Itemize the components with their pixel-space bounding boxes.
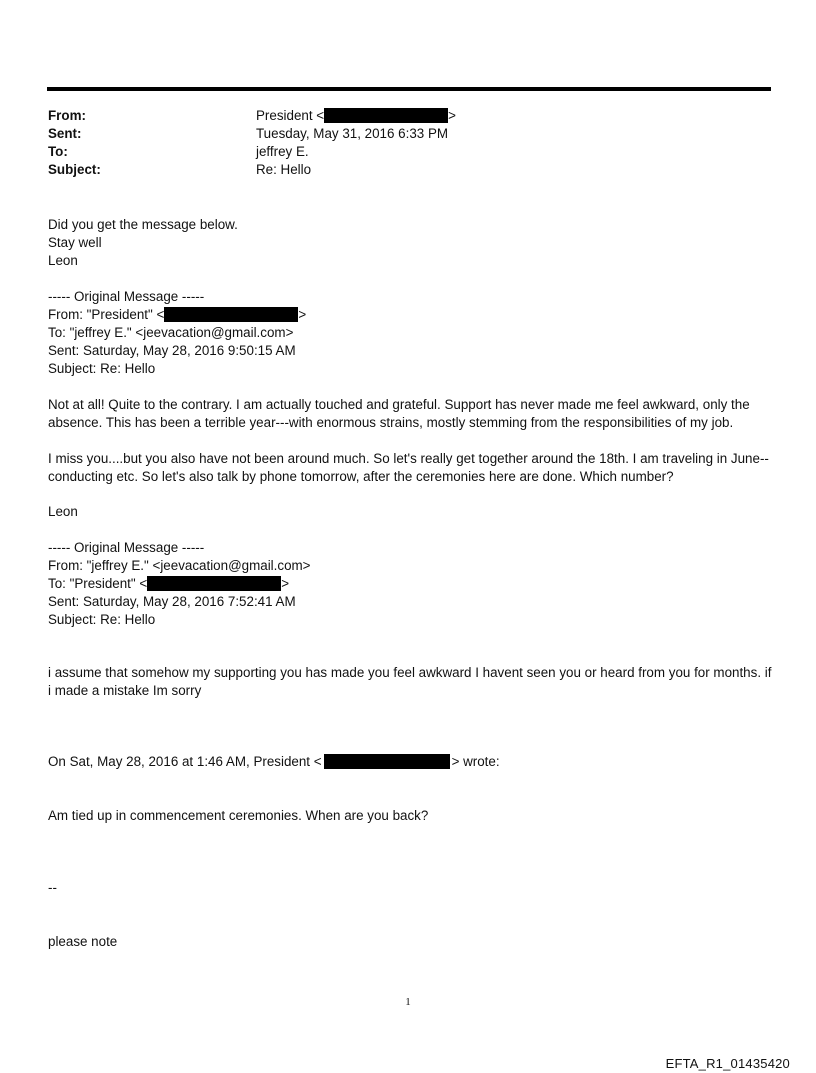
orig1-signoff: Leon xyxy=(48,504,78,519)
orig2-to-suffix: > xyxy=(281,576,290,591)
redaction-box xyxy=(324,108,448,123)
orig1-from-text: From: "President" < xyxy=(48,307,165,322)
quoted-message: Am tied up in commencement ceremonies. When are you back? xyxy=(48,808,429,823)
header-sent-row xyxy=(48,125,768,143)
quoted-wrote-text: On Sat, May 28, 2016 at 1:46 AM, President < xyxy=(48,754,322,769)
from-value-suffix: > xyxy=(448,108,456,123)
original-message-1-header xyxy=(48,288,770,378)
header-divider-rule xyxy=(47,87,771,91)
orig1-to: To: "jeffrey E." <jeevacation@gmail.com> xyxy=(48,325,294,340)
quoted-attribution xyxy=(48,753,770,771)
orig1-subject: Subject: Re: Hello xyxy=(48,361,156,376)
orig2-subject: Subject: Re: Hello xyxy=(48,612,156,627)
sent-value: Tuesday, May 31, 2016 6:33 PM xyxy=(256,126,449,141)
from-label: From: xyxy=(48,108,86,123)
reply-message xyxy=(48,216,770,270)
quoted-wrote-suffix: > wrote: xyxy=(451,754,500,769)
quoted-wrote-line xyxy=(48,753,770,771)
orig1-paragraph-2: I miss you....but you also have not been around much. So let's really get together around the 18th. I am traveling in June--conducting etc. So let's also talk by phone tomorrow, after the ceremonies here are done. Which number? xyxy=(48,451,769,484)
to-value: jeffrey E. xyxy=(256,144,309,159)
header-subject-row xyxy=(48,161,768,179)
orig2-to xyxy=(48,575,770,593)
orig1-from-suffix: > xyxy=(298,307,307,322)
orig1-paragraph-1: Not at all! Quite to the contrary. I am actually touched and grateful. Support has never made me feel awkward, only the absence. This has been a terrible year---with enormous strains, mostly stemming from the responsibilities of my job. xyxy=(48,397,750,430)
signature-dash: -- xyxy=(48,880,57,895)
original-message-2-header xyxy=(48,539,770,629)
email-header xyxy=(48,107,768,179)
signature-note: please note xyxy=(48,934,118,949)
subject-value: Re: Hello xyxy=(256,162,312,177)
from-value xyxy=(256,107,768,125)
redaction-box xyxy=(147,576,281,591)
bates-number: EFTA_R1_01435420 xyxy=(665,1056,790,1071)
redaction-box xyxy=(164,307,298,322)
original-message-marker: ----- Original Message ----- xyxy=(48,289,205,304)
reply-line: Stay well xyxy=(48,235,102,250)
from-value-text: President < xyxy=(256,108,325,123)
subject-label: Subject: xyxy=(48,162,101,177)
page-number: 1 xyxy=(405,996,411,1008)
original-message-marker: ----- Original Message ----- xyxy=(48,540,205,555)
redaction-box xyxy=(324,754,450,769)
reply-line: Did you get the message below. xyxy=(48,217,238,232)
orig1-from xyxy=(48,306,770,324)
sent-label: Sent: xyxy=(48,126,82,141)
reply-line: Leon xyxy=(48,253,78,268)
header-to-row xyxy=(48,143,768,161)
to-label: To: xyxy=(48,144,68,159)
header-from-row xyxy=(48,107,768,125)
orig2-sent: Sent: Saturday, May 28, 2016 7:52:41 AM xyxy=(48,594,296,609)
orig1-sent: Sent: Saturday, May 28, 2016 9:50:15 AM xyxy=(48,343,296,358)
orig2-to-text: To: "President" < xyxy=(48,576,148,591)
orig2-from: From: "jeffrey E." <jeevacation@gmail.com> xyxy=(48,558,311,573)
orig2-paragraph: i assume that somehow my supporting you has made you feel awkward I havent seen you or heard from you for months. if i made a mistake Im sorry xyxy=(48,665,772,698)
